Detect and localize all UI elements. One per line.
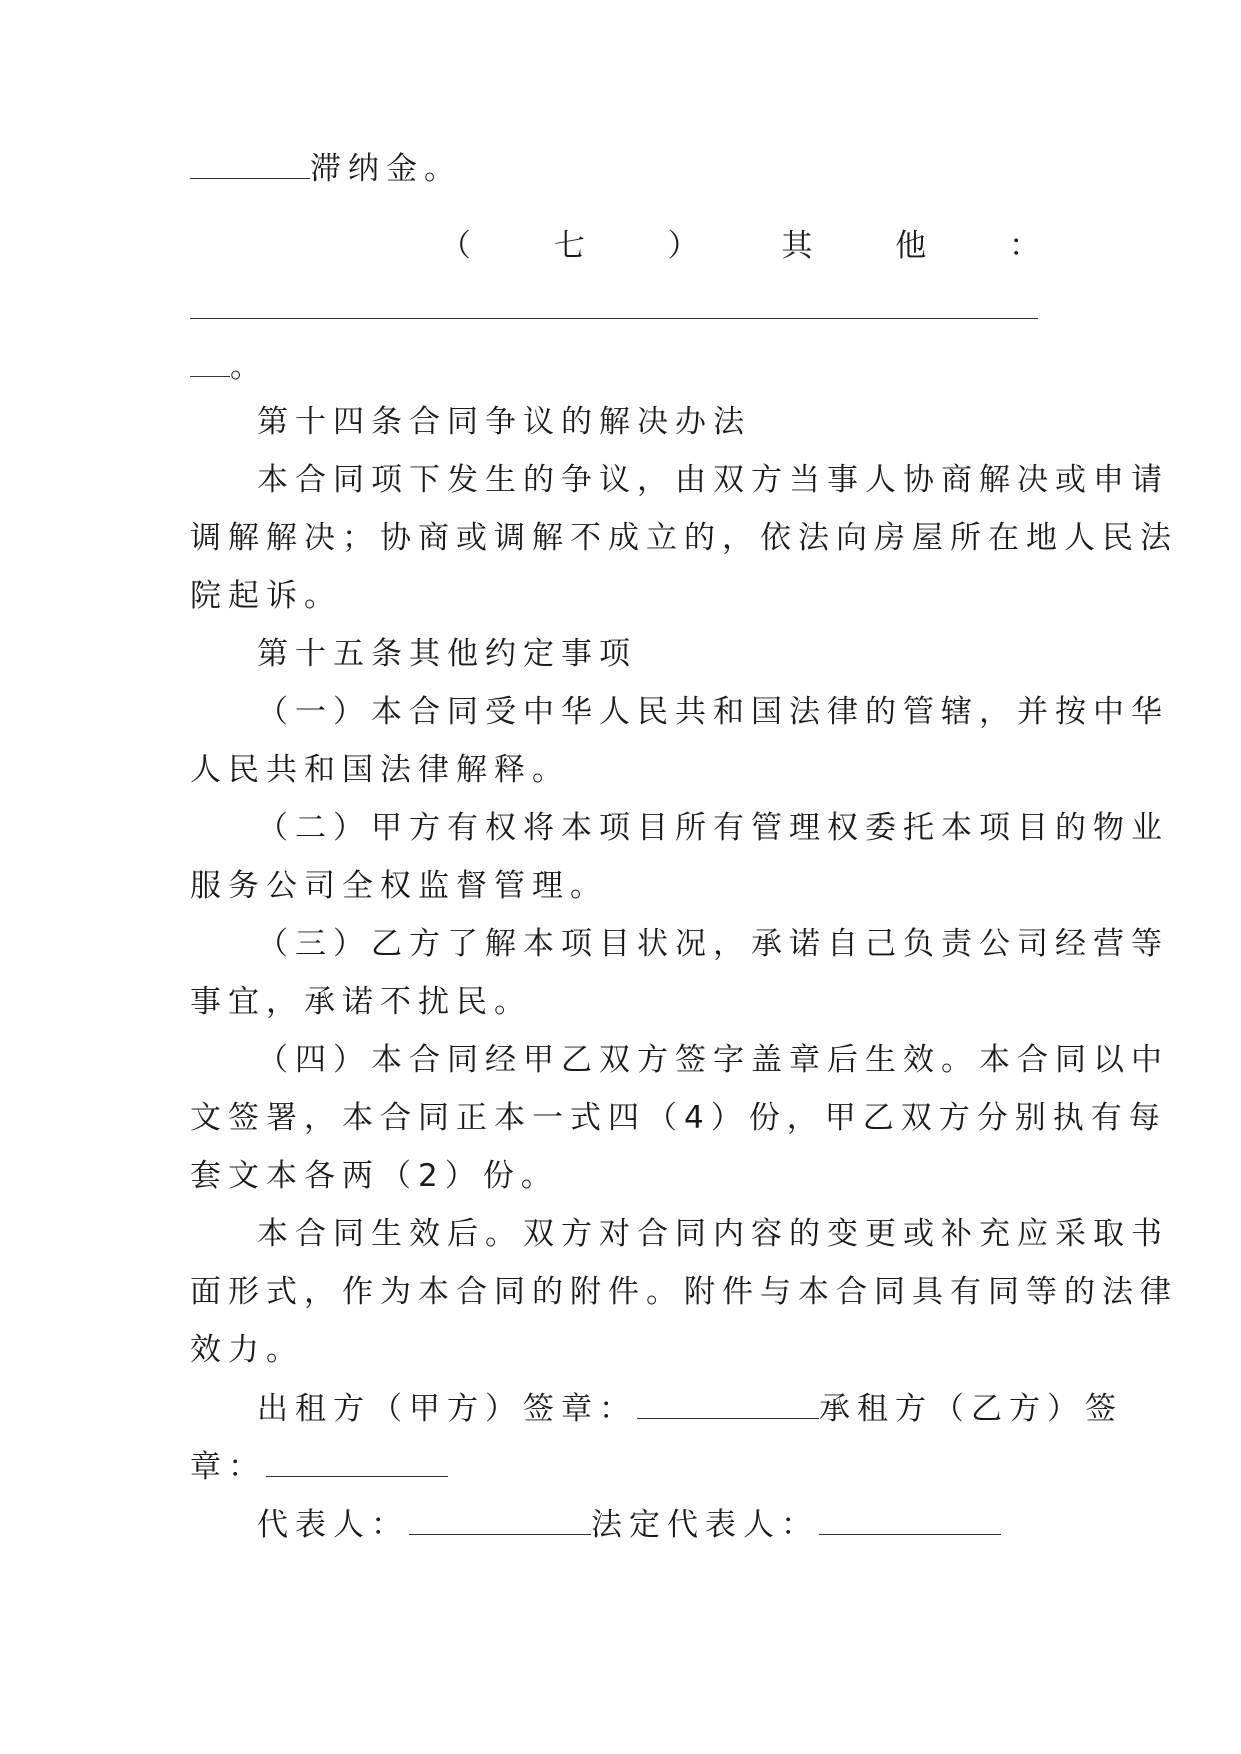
effect-para-line: 面形式，作为本合同的附件。附件与本合同具有同等的法律 xyxy=(190,1274,1178,1310)
article-14-para-line: 调解解决；协商或调解不成立的，依法向房屋所在地人民法 xyxy=(190,520,1178,556)
article-14-para-line: 本合同项下发生的争议，由双方当事人协商解决或申请 xyxy=(257,462,1169,498)
item-4-line: 套文本各两（2）份。 xyxy=(190,1158,559,1194)
lessee-sign-label-cont: 章： xyxy=(190,1449,266,1485)
lessor-sign-blank xyxy=(637,1388,819,1419)
late-fee-text: 滞纳金。 xyxy=(310,151,462,187)
signature-line-cont xyxy=(190,1446,448,1487)
lessor-sign-label: 出租方（甲方）签章： xyxy=(257,1391,637,1427)
heading-seven: 七 xyxy=(553,228,585,264)
item-3-line: （三）乙方了解本项目状况，承诺自己负责公司经营等 xyxy=(257,926,1169,962)
item-4-line: 文签署，本合同正本一式四（4）份，甲乙双方分别执有每 xyxy=(190,1100,1167,1136)
representative-line xyxy=(257,1504,1001,1545)
article-14-title: 第十四条合同争议的解决办法 xyxy=(257,404,751,440)
heading-other xyxy=(440,226,1040,266)
period-text: 。 xyxy=(230,349,268,385)
long-blank-rule xyxy=(190,318,1038,319)
heading-close-paren: ） xyxy=(667,228,699,264)
legal-representative-label: 法定代表人： xyxy=(591,1507,819,1543)
lessee-sign-label: 承租方（乙方）签 xyxy=(819,1391,1123,1427)
item-1-line: （一）本合同受中华人民共和国法律的管辖，并按中华 xyxy=(257,694,1169,730)
heading-colon: ： xyxy=(1008,228,1040,264)
blank-field xyxy=(190,148,310,179)
article-14-para-line: 院起诉。 xyxy=(190,578,342,614)
representative-label: 代表人： xyxy=(257,1507,409,1543)
representative-blank xyxy=(409,1504,591,1535)
item-1-line: 人民共和国法律解释。 xyxy=(190,752,570,788)
lessee-sign-blank xyxy=(266,1446,448,1477)
short-blank-line xyxy=(190,346,268,387)
effect-para-line: 效力。 xyxy=(190,1332,304,1368)
item-4-line: （四）本合同经甲乙双方签字盖章后生效。本合同以中 xyxy=(257,1042,1169,1078)
item-3-line: 事宜，承诺不扰民。 xyxy=(190,984,532,1020)
heading-open-paren: （ xyxy=(440,228,471,264)
article-15-title: 第十五条其他约定事项 xyxy=(257,636,637,672)
effect-para-line: 本合同生效后。双方对合同内容的变更或补充应采取书 xyxy=(257,1216,1169,1252)
heading-qi: 其 xyxy=(781,228,813,264)
heading-ta: 他 xyxy=(895,228,927,264)
signature-line xyxy=(257,1388,1123,1429)
legal-representative-blank xyxy=(819,1504,1001,1535)
late-fee-line xyxy=(190,148,462,189)
blank-field xyxy=(190,346,230,377)
item-2-line: 服务公司全权监督管理。 xyxy=(190,868,608,904)
item-2-line: （二）甲方有权将本项目所有管理权委托本项目的物业 xyxy=(257,810,1169,846)
